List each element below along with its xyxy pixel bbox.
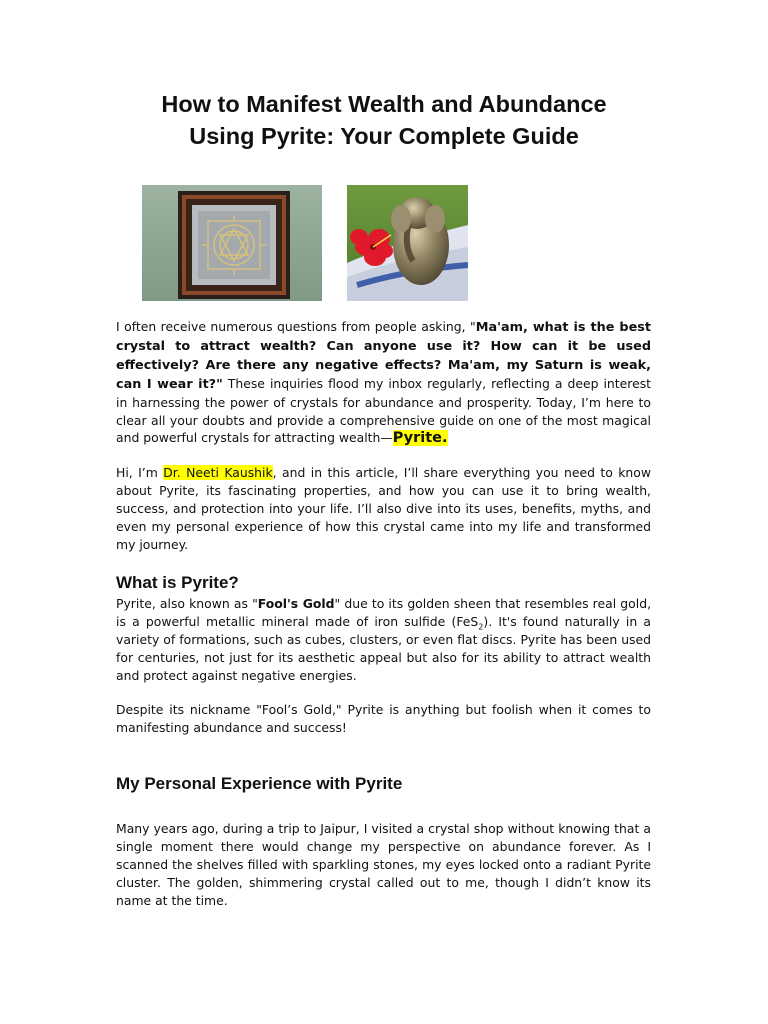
intro-paragraph bbox=[116, 318, 651, 448]
s1-mid: " due to its golden sheen that resembles real gold, is a powerful metallic mineral made of iron sulfide (FeS bbox=[116, 596, 652, 629]
s1-rest: ). It's found naturally in a variety of formations, such as cubes, clusters, or even flat discs. Pyrite has been used for centuries, not just for its aesthetic appeal but also for its ability to attract wealth and protect against negative energies. bbox=[116, 613, 651, 683]
intro-lead: I often receive numerous questions from people asking, " bbox=[116, 319, 476, 334]
author-name-highlight: Dr. Neeti Kaushik bbox=[163, 465, 273, 480]
section-heading-what-is-pyrite: What is Pyrite? bbox=[116, 573, 239, 592]
intro-rest: These inquiries flood my inbox regularly, reflecting a deep interest in harnessing the power of crystals for abundance and prosperity. Today, I’m here to clear all your doubts and provide a comprehensive guide on one of the most magical and powerful crystals for attracting wealth— bbox=[116, 375, 652, 446]
intro-pyrite-highlight: Pyrite. bbox=[392, 430, 448, 447]
formula-subscript: 2 bbox=[478, 622, 484, 632]
section1-paragraph-1 bbox=[116, 595, 651, 685]
author-rest: , and in this article, I’ll share everything you need to know about Pyrite, its fascinating properties, and how you can use it to bring wealth, success, and protection into your life. I’ll also dive into its uses, benefits, myths, and even my personal experience of how this crystal came into my life and transformed my journey. bbox=[116, 465, 651, 552]
author-lead: Hi, I’m bbox=[116, 465, 164, 480]
intro-questions: Ma'am, what is the best crystal to attract wealth? Can anyone use it? How can it be used effectively? Are there any negative effects? Ma'am, my Saturn is weak, can I wear it?" bbox=[116, 320, 651, 392]
title-line-2: Using Pyrite: Your Complete Guide bbox=[189, 123, 579, 149]
section1-paragraph-2: Despite its nickname "Fool’s Gold," Pyrite is anything but foolish when it comes to manifesting abundance and success! bbox=[116, 702, 651, 735]
fools-gold-bold: Fool's Gold bbox=[257, 596, 335, 611]
s1-lead: Pyrite, also known as " bbox=[116, 596, 258, 611]
page-title bbox=[100, 88, 668, 152]
section-heading-personal-experience: My Personal Experience with Pyrite bbox=[116, 774, 403, 793]
section2-paragraph-1: Many years ago, during a trip to Jaipur, I visited a crystal shop without knowing that a single moment there would change my perspective on abundance forever. As I scanned the shelves filled with sparkling stones, my eyes locked onto a radiant Pyrite cluster. The golden, shimmering crystal called out to me, though I didn’t know its name at the time. bbox=[116, 821, 651, 908]
pyrite-yantra-image bbox=[142, 185, 322, 301]
pyrite-ganesha-image bbox=[347, 185, 468, 301]
author-paragraph bbox=[116, 464, 651, 554]
title-line-1: How to Manifest Wealth and Abundance bbox=[161, 91, 607, 117]
